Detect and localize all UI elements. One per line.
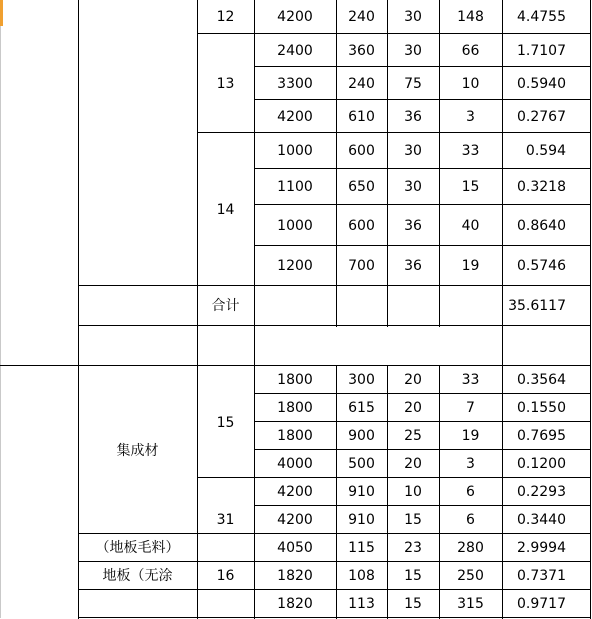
cell-thickness-row-14[interactable]: 15 — [404, 512, 422, 528]
subtotal-label[interactable]: 合计 — [211, 298, 240, 314]
cell-length-row-8[interactable]: 1200 — [277, 258, 313, 274]
cell-width-row-1[interactable]: 240 — [348, 9, 375, 25]
cell-length-row-9[interactable]: 1800 — [277, 372, 313, 388]
cell-thickness-row-6[interactable]: 30 — [404, 179, 422, 195]
category-label-floor-rough[interactable]: （地板毛料） — [95, 540, 180, 556]
cell-volume-row-16[interactable]: 0.7371 — [517, 568, 566, 584]
cell-width-row-10[interactable]: 615 — [348, 400, 375, 416]
cell-thickness-row-9[interactable]: 20 — [404, 372, 422, 388]
cell-width-row-17[interactable]: 113 — [348, 596, 375, 612]
cell-quantity-row-13[interactable]: 6 — [466, 484, 475, 500]
grid-vline — [254, 326, 255, 367]
grid-vline — [387, 286, 388, 327]
cell-width-row-4[interactable]: 610 — [348, 108, 375, 125]
cell-thickness-row-4[interactable]: 36 — [404, 108, 422, 125]
cell-width-row-2[interactable]: 360 — [348, 42, 375, 59]
cell-thickness-row-16[interactable]: 15 — [404, 568, 422, 584]
cell-thickness-row-11[interactable]: 25 — [404, 428, 422, 444]
cell-thickness-row-2[interactable]: 30 — [404, 42, 422, 59]
cell-thickness-row-5[interactable]: 30 — [404, 143, 422, 159]
cell-width-row-5[interactable]: 600 — [348, 143, 375, 159]
cell-volume-row-11[interactable]: 0.7695 — [517, 428, 566, 444]
cell-width-row-7[interactable]: 600 — [348, 217, 375, 234]
cell-length-row-1[interactable]: 4200 — [277, 9, 313, 25]
cell-volume-row-14[interactable]: 0.3440 — [517, 512, 566, 528]
cell-width-row-14[interactable]: 910 — [348, 512, 375, 528]
cell-thickness-row-13[interactable]: 10 — [404, 484, 422, 500]
cell-quantity-row-7[interactable]: 40 — [461, 217, 480, 234]
cell-thickness-row-12[interactable]: 20 — [404, 456, 422, 472]
cell-quantity-row-9[interactable]: 33 — [461, 372, 480, 388]
cell-width-row-9[interactable]: 300 — [348, 372, 375, 388]
cell-thickness-row-1[interactable]: 30 — [404, 9, 422, 25]
cell-quantity-row-16[interactable]: 250 — [457, 568, 484, 584]
cell-quantity-row-10[interactable]: 7 — [466, 400, 475, 416]
group-label-31[interactable]: 31 — [216, 512, 235, 528]
category-label-floor-uncoated[interactable]: 地板（无涂 — [102, 568, 173, 584]
cell-width-row-11[interactable]: 900 — [348, 428, 375, 444]
cell-volume-row-1[interactable]: 4.4755 — [517, 9, 566, 25]
cell-quantity-row-11[interactable]: 19 — [461, 428, 480, 444]
cell-volume-row-9[interactable]: 0.3564 — [517, 372, 566, 388]
cell-volume-row-10[interactable]: 0.1550 — [517, 400, 566, 416]
cell-length-row-15[interactable]: 4050 — [277, 540, 313, 556]
subtotal-value[interactable]: 35.6117 — [508, 298, 566, 314]
cell-quantity-row-4[interactable]: 3 — [466, 108, 475, 125]
cell-length-row-14[interactable]: 4200 — [277, 512, 313, 528]
cell-quantity-row-12[interactable]: 3 — [466, 456, 475, 472]
sheet-left-border — [0, 0, 1, 618]
cell-width-row-12[interactable]: 500 — [348, 456, 375, 472]
cell-length-row-13[interactable]: 4200 — [277, 484, 313, 500]
cell-length-row-16[interactable]: 1820 — [277, 568, 313, 584]
grid-vline — [502, 326, 503, 367]
cell-quantity-row-15[interactable]: 280 — [457, 540, 484, 556]
group-label-16[interactable]: 16 — [216, 568, 235, 584]
cell-length-row-10[interactable]: 1800 — [277, 400, 313, 416]
cell-width-row-15[interactable]: 115 — [348, 540, 375, 556]
cell-volume-row-4[interactable]: 0.2767 — [517, 108, 566, 125]
cell-volume-row-12[interactable]: 0.1200 — [517, 456, 566, 472]
cell-width-row-8[interactable]: 700 — [348, 258, 375, 274]
cell-quantity-row-17[interactable]: 315 — [457, 596, 484, 612]
grid-vline — [439, 286, 440, 327]
cell-volume-row-15[interactable]: 2.9994 — [517, 540, 566, 556]
cell-quantity-row-5[interactable]: 33 — [461, 143, 480, 159]
cell-width-row-13[interactable]: 910 — [348, 484, 375, 500]
cell-thickness-row-8[interactable]: 36 — [404, 258, 422, 274]
cell-volume-row-6[interactable]: 0.3218 — [517, 179, 566, 195]
cell-thickness-row-3[interactable]: 75 — [404, 75, 422, 92]
cell-volume-row-2[interactable]: 1.7107 — [517, 42, 566, 59]
cell-quantity-row-6[interactable]: 15 — [461, 179, 480, 195]
grid-vline — [590, 0, 591, 619]
cell-volume-row-13[interactable]: 0.2293 — [517, 484, 566, 500]
cell-volume-row-3[interactable]: 0.5940 — [517, 75, 566, 92]
group-label-14[interactable]: 14 — [216, 201, 235, 218]
cell-quantity-row-2[interactable]: 66 — [461, 42, 480, 59]
cell-thickness-row-17[interactable]: 15 — [404, 596, 422, 612]
cell-length-row-17[interactable]: 1820 — [277, 596, 313, 612]
cell-quantity-row-3[interactable]: 10 — [461, 75, 480, 92]
cell-quantity-row-14[interactable]: 6 — [466, 512, 475, 528]
cell-length-row-12[interactable]: 4000 — [277, 456, 313, 472]
cell-length-row-11[interactable]: 1800 — [277, 428, 313, 444]
category-label-glulam[interactable]: 集成材 — [116, 443, 159, 459]
cell-width-row-6[interactable]: 650 — [348, 179, 375, 195]
cell-thickness-row-15[interactable]: 23 — [404, 540, 422, 556]
cell-volume-row-5[interactable]: 0.594 — [525, 143, 566, 159]
cell-length-row-4[interactable]: 4200 — [277, 108, 313, 125]
grid-vline — [254, 286, 255, 327]
cell-length-row-3[interactable]: 3300 — [277, 75, 313, 92]
cell-thickness-row-7[interactable]: 36 — [404, 217, 422, 234]
cell-volume-row-8[interactable]: 0.5746 — [517, 258, 566, 274]
cell-length-row-7[interactable]: 1000 — [277, 217, 313, 234]
cell-volume-row-17[interactable]: 0.9717 — [517, 596, 566, 612]
selection-marker — [0, 0, 3, 26]
group-label-15[interactable]: 15 — [216, 415, 235, 431]
cell-volume-row-7[interactable]: 0.8640 — [517, 217, 566, 234]
cell-length-row-6[interactable]: 1100 — [277, 179, 313, 195]
cell-width-row-16[interactable]: 108 — [348, 568, 375, 584]
cell-length-row-2[interactable]: 2400 — [277, 42, 313, 59]
group-label-13[interactable]: 13 — [216, 75, 235, 92]
cell-length-row-5[interactable]: 1000 — [277, 143, 313, 159]
cell-thickness-row-10[interactable]: 20 — [404, 400, 422, 416]
grid-vline — [336, 286, 337, 327]
cell-width-row-3[interactable]: 240 — [348, 75, 375, 92]
cell-quantity-row-8[interactable]: 19 — [461, 258, 480, 274]
group-label-12[interactable]: 12 — [216, 9, 235, 25]
cell-quantity-row-1[interactable]: 148 — [457, 9, 484, 25]
